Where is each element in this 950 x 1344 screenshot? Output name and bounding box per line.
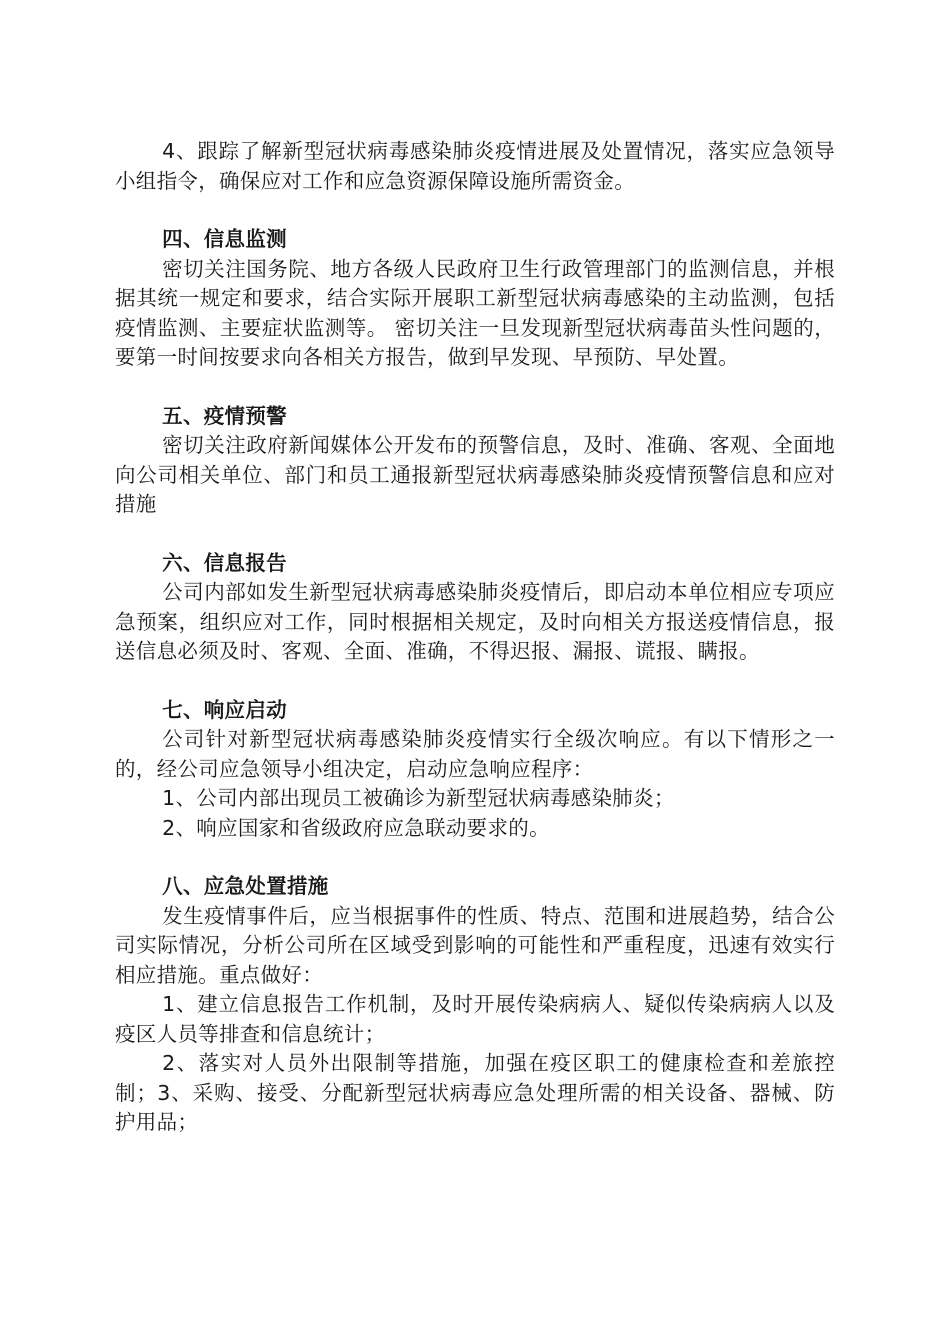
paragraph-reporting: 公司内部如发生新型冠状病毒感染肺炎疫情后，即启动本单位相应专项应急预案，组织应对工作，同时根据相关规定，及时向相关方报送疫情信息，报送信息必须及时、客观、全面、准确，不得迟报、漏报、谎报、瞒报。 [115,580,835,663]
section-heading-monitoring: 四、信息监测 [162,227,287,251]
section-heading-response: 七、响应启动 [162,697,287,722]
paragraph-measures-item-1: 1、建立信息报告工作机制，及时开展传染病病人、疑似传染病病人以及疫区人员等排查和信息统计； [115,992,835,1046]
paragraph-item-4: 4、跟踪了解新型冠状病毒感染肺炎疫情进展及处置情况，落实应急领导小组指令，确保应对工作和应急资源保障设施所需资金。 [115,139,835,193]
paragraph-response-item-1: 1、公司内部出现员工被确诊为新型冠状病毒感染肺炎； [162,786,675,810]
paragraph-warning: 密切关注政府新闻媒体公开发布的预警信息，及时、准确、客观、全面地向公司相关单位、部门和员工通报新型冠状病毒感染肺炎疫情预警信息和应对措施 [115,433,835,516]
paragraph-monitoring: 密切关注国务院、地方各级人民政府卫生行政管理部门的监测信息，并根据其统一规定和要求，结合实际开展职工新型冠状病毒感染的主动监测，包括疫情监测、主要症状监测等。 密切关注一旦发现新型冠状病毒苗头性问题的，要第一时间按要求向各相关方报告，做到早发现、早预防、早处置。 [115,256,835,369]
paragraph-response: 公司针对新型冠状病毒感染肺炎疫情实行全级次响应。有以下情形之一的，经公司应急领导小组决定，启动应急响应程序： [115,727,835,781]
section-heading-reporting: 六、信息报告 [162,550,287,575]
paragraph-measures-item-2: 2、落实对人员外出限制等措施，加强在疫区职工的健康检查和差旅控制；3、采购、接受、分配新型冠状病毒应急处理所需的相关设备、器械、防护用品； [115,1051,835,1134]
paragraph-measures: 发生疫情事件后，应当根据事件的性质、特点、范围和进展趋势，结合公司实际情况，分析公司所在区域受到影响的可能性和严重程度，迅速有效实行相应措施。重点做好： [115,903,835,987]
section-heading-measures: 八、应急处置措施 [162,874,329,898]
paragraph-response-item-2: 2、响应国家和省级政府应急联动要求的。 [162,815,550,840]
section-heading-warning: 五、疫情预警 [162,403,287,428]
document-body [115,137,835,1138]
